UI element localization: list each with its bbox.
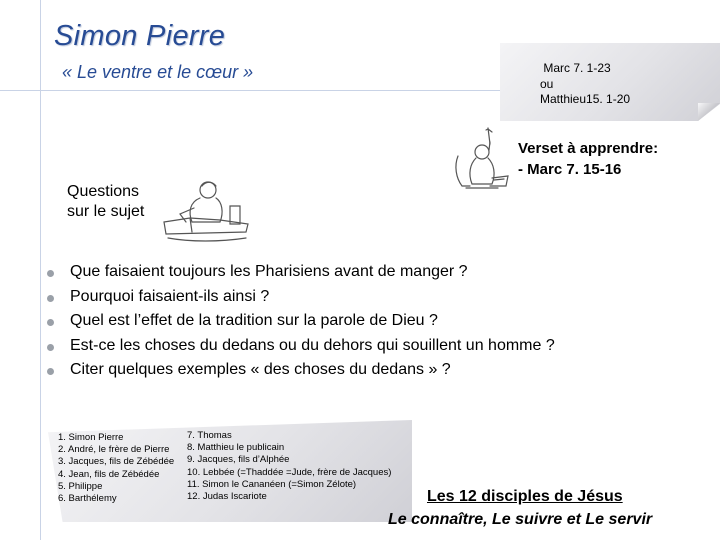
bullet-icon: [47, 295, 54, 302]
question-text: Pourquoi faisaient-ils ainsi ?: [70, 287, 270, 305]
frame-vertical-line: [40, 0, 41, 540]
person-raising-hand-icon: [452, 126, 512, 198]
footer-motto: Le connaître, Le suivre et Le servir: [388, 511, 653, 528]
bullet-icon: [47, 344, 54, 351]
disciple-item: 8. Matthieu le publicain: [187, 442, 285, 454]
question-text: Est-ce les choses du dedans ou du dehors qui souillent un homme ?: [70, 336, 555, 354]
disciple-item: 11. Simon le Cananéen (=Simon Zélote): [187, 478, 357, 490]
question-text: Que faisaient toujours les Pharisiens avant de manger ?: [70, 263, 468, 280]
disciples-list-left: [58, 432, 174, 505]
person-reading-icon: [160, 178, 252, 244]
disciple-item: 6. Barthélemy: [58, 492, 117, 504]
question-text: Quel est l’effet de la tradition sur la parole de Dieu ?: [70, 312, 438, 329]
disciples-heading: Les 12 disciples de Jésus: [427, 488, 623, 505]
disciple-item: 4. Jean, fils de Zébédée: [58, 468, 160, 480]
bullet-icon: [47, 368, 54, 375]
disciple-item: 7. Thomas: [187, 430, 232, 441]
bullet-icon: [47, 270, 54, 277]
disciple-item: 1. Simon Pierre: [58, 432, 124, 443]
page-title: Simon Pierre: [54, 20, 226, 52]
question-text: Citer quelques exemples « des choses du dedans » ?: [70, 361, 451, 378]
verse-label: Verset à apprendre:: [518, 140, 659, 157]
bullet-icon: [47, 319, 54, 326]
questions-heading: [67, 182, 144, 222]
page-subtitle: « Le ventre et le cœur »: [62, 62, 254, 82]
disciple-item: 9. Jacques, fils d’Alphée: [187, 454, 290, 466]
verse-reference: - Marc 7. 15-16: [518, 161, 622, 178]
verse-to-learn: [518, 138, 658, 180]
disciple-item: 2. André, le frère de Pierre: [58, 444, 170, 456]
questions-heading-line1: Questions: [67, 183, 140, 200]
scripture-reference: Marc 7. 1-23 ou Matthieu15. 1-20: [540, 61, 631, 106]
disciple-item: 12. Judas Iscariote: [187, 490, 267, 502]
disciples-list-right: [187, 430, 391, 503]
questions-heading-line2: sur le sujet: [67, 203, 145, 220]
disciple-item: 10. Lebbée (=Thaddée =Jude, frère de Jacques): [187, 466, 392, 478]
disciple-item: 3. Jacques, fils de Zébédée: [58, 456, 175, 468]
disciple-item: 5. Philippe: [58, 480, 103, 492]
